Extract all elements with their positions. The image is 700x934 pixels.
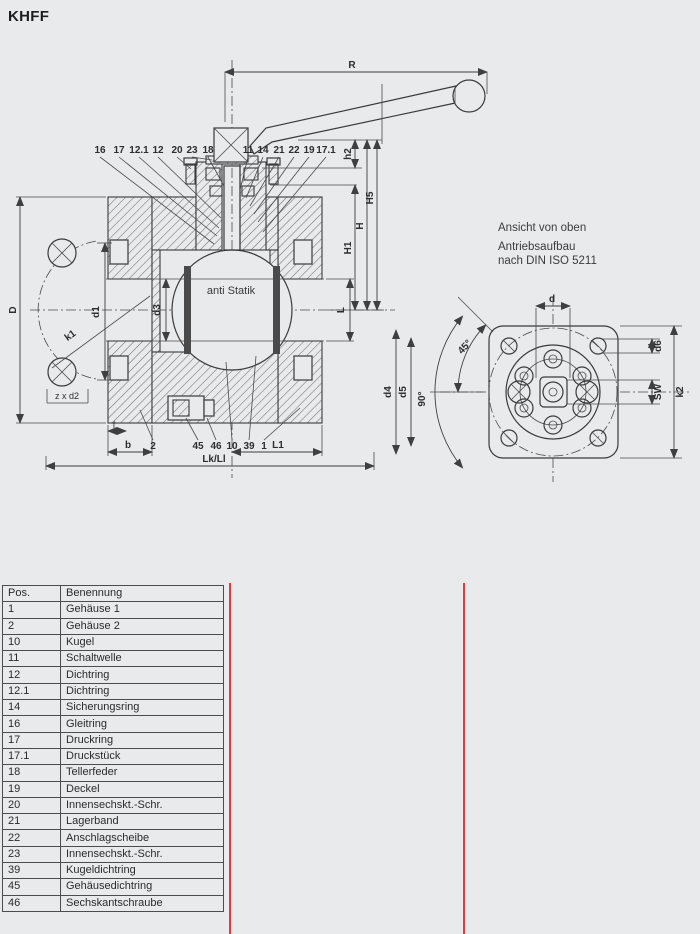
- callout-12: 12: [152, 145, 164, 156]
- dim-L1-label: L1: [272, 440, 284, 451]
- callout-21: 21: [273, 145, 285, 156]
- column-header: Benennung: [61, 586, 224, 602]
- callout-2: 2: [150, 441, 156, 452]
- callout-23: 23: [186, 145, 198, 156]
- name-cell: Dichtring: [61, 683, 224, 699]
- dim-d4-d5: [383, 330, 411, 454]
- table-row: [3, 895, 224, 911]
- pos-cell: 22: [3, 830, 61, 846]
- table-row: [3, 716, 224, 732]
- angle-dimensions: [417, 297, 493, 468]
- dim-d3-label: d3: [152, 304, 163, 316]
- table-row: [3, 651, 224, 667]
- name-cell: Innensechskt.-Schr.: [61, 846, 224, 862]
- name-cell: Anschlagscheibe: [61, 830, 224, 846]
- name-cell: Kugeldichtring: [61, 863, 224, 879]
- table-row: [3, 634, 224, 650]
- pos-cell: 10: [3, 634, 61, 650]
- callout-19: 19: [303, 145, 315, 156]
- name-cell: Druckstück: [61, 748, 224, 764]
- table-row: [3, 830, 224, 846]
- table-row: [3, 748, 224, 764]
- pos-cell: 14: [3, 700, 61, 716]
- dim-d5-label: d5: [398, 386, 409, 398]
- dim-b-label: b: [124, 440, 132, 451]
- dim-d4-label: d4: [383, 386, 394, 398]
- dim-h2-label: h2: [343, 148, 354, 160]
- angle-90-label: 90°: [417, 391, 428, 407]
- table-row: [3, 797, 224, 813]
- table-row: [3, 846, 224, 862]
- name-cell: Gehäuse 2: [61, 618, 224, 634]
- pos-cell: 45: [3, 879, 61, 895]
- callout-1: 1: [261, 441, 267, 452]
- page-title: KHFF: [8, 8, 50, 25]
- callout-17-1: 17.1: [316, 145, 336, 156]
- pos-cell: 1: [3, 602, 61, 618]
- pos-cell: 20: [3, 797, 61, 813]
- table-row: [3, 683, 224, 699]
- pos-cell: 39: [3, 863, 61, 879]
- name-cell: Lagerband: [61, 814, 224, 830]
- name-cell: Tellerfeder: [61, 765, 224, 781]
- callout-18: 18: [202, 145, 214, 156]
- pos-cell: 46: [3, 895, 61, 911]
- callout-22: 22: [288, 145, 300, 156]
- pos-cell: 12.1: [3, 683, 61, 699]
- top-view: [383, 222, 692, 482]
- callout-46: 46: [210, 441, 222, 452]
- dim-d1-label: d1: [91, 306, 102, 318]
- callout-17: 17: [113, 145, 125, 156]
- name-cell: Sechskantschraube: [61, 895, 224, 911]
- name-cell: Kugel: [61, 634, 224, 650]
- name-cell: Sicherungsring: [61, 700, 224, 716]
- callout-14: 14: [257, 145, 269, 156]
- pos-cell: 17: [3, 732, 61, 748]
- dim-d6-label: d6: [653, 340, 664, 352]
- dim-k2-label: k2: [675, 386, 686, 398]
- dim-zxd2-label: z x d2: [54, 391, 80, 401]
- callout-45: 45: [192, 441, 204, 452]
- pos-cell: 23: [3, 846, 61, 862]
- column-header: Pos.: [3, 586, 61, 602]
- section-view: [8, 60, 487, 478]
- seat-left: [184, 266, 191, 354]
- caption-line-2: Antriebsaufbau: [498, 241, 576, 253]
- table-row: [3, 667, 224, 683]
- table-header-row: [3, 586, 224, 602]
- table-row: [3, 602, 224, 618]
- table-row: [3, 879, 224, 895]
- name-cell: Gehäuse 1: [61, 602, 224, 618]
- dim-H1-label: H1: [343, 241, 354, 255]
- table-row: [3, 765, 224, 781]
- dim-L-label: L: [336, 306, 347, 314]
- callout-20: 20: [171, 145, 183, 156]
- dim-k1-label: k1: [62, 328, 79, 344]
- dim-H-label: H: [355, 222, 366, 230]
- drain-plug: [168, 396, 214, 420]
- parts-table: [2, 585, 224, 912]
- dim-R-label: R: [348, 60, 356, 71]
- name-cell: Gleitring: [61, 716, 224, 732]
- pos-cell: 2: [3, 618, 61, 634]
- hand-lever: [250, 80, 485, 154]
- name-cell: Druckring: [61, 732, 224, 748]
- name-cell: Innensechskt.-Schr.: [61, 797, 224, 813]
- name-cell: Gehäusedichtring: [61, 879, 224, 895]
- pos-cell: 17.1: [3, 748, 61, 764]
- name-cell: Schaltwelle: [61, 651, 224, 667]
- name-cell: Dichtring: [61, 667, 224, 683]
- pos-cell: 11: [3, 651, 61, 667]
- caption-line-3: nach DIN ISO 5211: [498, 255, 597, 267]
- red-divider-line-left: [229, 583, 231, 934]
- callout-10: 10: [226, 441, 238, 452]
- caption-line-1: Ansicht von oben: [498, 222, 587, 234]
- parts-table-container: [2, 585, 223, 912]
- dim-f-label: f: [112, 420, 116, 430]
- callout-11: 11: [242, 145, 254, 156]
- dim-H5-label: H5: [365, 191, 376, 205]
- callout-16: 16: [94, 145, 106, 156]
- anti-statik-label: anti Statik: [206, 285, 256, 297]
- angle-45-label: 45°: [455, 338, 475, 357]
- dim-LkLl-label: Lk/Ll: [202, 454, 226, 465]
- table-row: [3, 732, 224, 748]
- table-row: [3, 618, 224, 634]
- dim-D-label: D: [8, 306, 19, 314]
- pos-cell: 21: [3, 814, 61, 830]
- seat-right: [273, 266, 280, 354]
- table-row: [3, 863, 224, 879]
- callout-12-1: 12.1: [129, 145, 149, 156]
- pos-cell: 16: [3, 716, 61, 732]
- dim-SW-label: SW: [653, 383, 664, 401]
- red-divider-line-right: [463, 583, 465, 934]
- pos-cell: 12: [3, 667, 61, 683]
- pos-cell: 19: [3, 781, 61, 797]
- table-row: [3, 814, 224, 830]
- name-cell: Deckel: [61, 781, 224, 797]
- table-row: [3, 781, 224, 797]
- table-row: [3, 700, 224, 716]
- pos-cell: 18: [3, 765, 61, 781]
- dim-d-label: d: [548, 294, 556, 305]
- callout-39: 39: [243, 441, 255, 452]
